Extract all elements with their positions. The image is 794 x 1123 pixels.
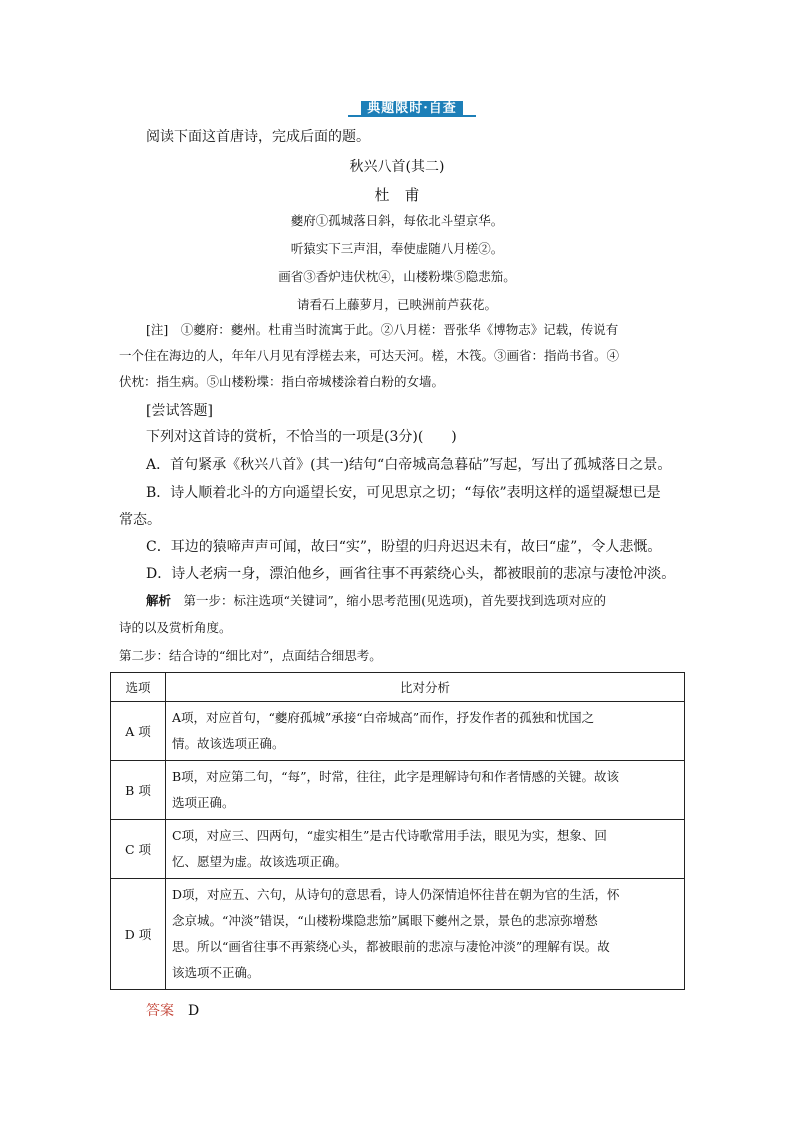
table-cell-option: D 项 (111, 879, 166, 990)
poem-line: 听猿实下三声泪，奉使虚随八月槎②。 (290, 241, 504, 256)
answer (146, 1002, 199, 1020)
try-label: [尝试答题] (146, 403, 213, 419)
analysis-line: 忆、愿望为虚。故该选项正确。 (172, 854, 348, 869)
table-row (111, 702, 685, 761)
table-cell-analysis (166, 702, 685, 761)
table-header: 选项 (111, 673, 166, 702)
note-line: [注] ①夔府：夔州。杜甫当时流寓于此。②八月槎：晋张华《博物志》记载，传说有 (146, 322, 619, 337)
poem-line: 画省③香炉违伏枕④，山楼粉堞⑤隐悲笳。 (278, 269, 516, 284)
explanation-step1-cont: 诗的以及赏析角度。 (119, 620, 232, 635)
note-line: 伏枕：指生病。⑤山楼粉堞：指白帝城楼涂着白粉的女墙。 (119, 374, 445, 389)
option-d: D．诗人老病一身，漂泊他乡，画省往事不再萦绕心头，都被眼前的悲凉与凄怆冲淡。 (146, 566, 676, 582)
option-b-cont: 常态。 (119, 512, 161, 528)
analysis-line: 思。所以“画省往事不再萦绕心头，都被眼前的悲凉与凄怆冲淡”的理解有误。故 (172, 939, 610, 954)
table-cell-analysis (166, 879, 685, 990)
intro-text: 阅读下面这首唐诗，完成后面的题。 (146, 129, 370, 145)
analysis-line: B项，对应第二句，“每”，时常，往往，此字是理解诗句和作者情感的关键。故该 (172, 769, 619, 784)
table-row (111, 761, 685, 820)
table-header: 比对分析 (166, 673, 685, 702)
answer-value: D (188, 1003, 200, 1019)
poem-line: 请看石上藤萝月，已映洲前芦荻花。 (296, 297, 497, 312)
option-a: A．首句紧承《秋兴八首》(其一)结句“白帝城高急暮砧”写起，写出了孤城落日之景。 (146, 457, 672, 473)
analysis-table (110, 672, 685, 990)
poem-title: 秋兴八首(其二) (349, 159, 445, 175)
analysis-line: C项，对应三、四两句，“虚实相生”是古代诗歌常用手法，眼见为实，想象、回 (172, 828, 607, 843)
analysis-line: 选项正确。 (172, 795, 235, 810)
poem-author: 杜 甫 (374, 186, 420, 204)
option-c: C．耳边的猿啼声声可闻，故曰“实”，盼望的归舟迟迟未有，故曰“虚”，令人悲慨。 (146, 539, 662, 555)
explanation-label: 解析 (146, 593, 172, 608)
explanation-step1-text: 第一步：标注选项“关键词”，缩小思考范围(见选项)，首先要找到选项对应的 (171, 593, 607, 608)
table-cell-option: C 项 (111, 820, 166, 879)
table-cell-option: B 项 (111, 761, 166, 820)
question-text: 下列对这首诗的赏析，不恰当的一项是(3分)( ) (146, 429, 457, 445)
analysis-line: 念京城。“冲淡”错误，“山楼粉堞隐悲笳”属眼下夔州之景，景色的悲凉弥增愁 (172, 913, 598, 928)
table-row (111, 820, 685, 879)
table-cell-option: A 项 (111, 702, 166, 761)
explanation-step2: 第二步：结合诗的“细比对”，点面结合细思考。 (119, 648, 382, 663)
explanation-step1 (146, 592, 606, 610)
analysis-line: A项，对应首句，“夔府孤城”承接“白帝城高”而作，抒发作者的孤独和忧国之 (172, 710, 595, 725)
table-row (111, 879, 685, 990)
table-header-row (111, 673, 685, 702)
analysis-line: D项，对应五、六句，从诗句的意思看，诗人仍深情追怀往昔在朝为官的生活，怀 (172, 887, 620, 902)
analysis-line: 该选项不正确。 (172, 965, 260, 980)
table-cell-analysis (166, 820, 685, 879)
section-banner (348, 97, 476, 117)
answer-label: 答案 (146, 1003, 174, 1019)
analysis-line: 情。故该选项正确。 (172, 736, 285, 751)
table-cell-analysis (166, 761, 685, 820)
poem-line: 夔府①孤城落日斜，每依北斗望京华。 (290, 213, 504, 228)
banner-text: 典题限时·自查 (361, 101, 463, 117)
note-line: 一个住在海边的人，年年八月见有浮槎去来，可达天河。槎，木筏。③画省：指尚书省。④ (119, 348, 620, 363)
option-b: B．诗人顺着北斗的方向遥望长安，可见思京之切；“每依”表明这样的遥望凝想已是 (146, 485, 661, 501)
